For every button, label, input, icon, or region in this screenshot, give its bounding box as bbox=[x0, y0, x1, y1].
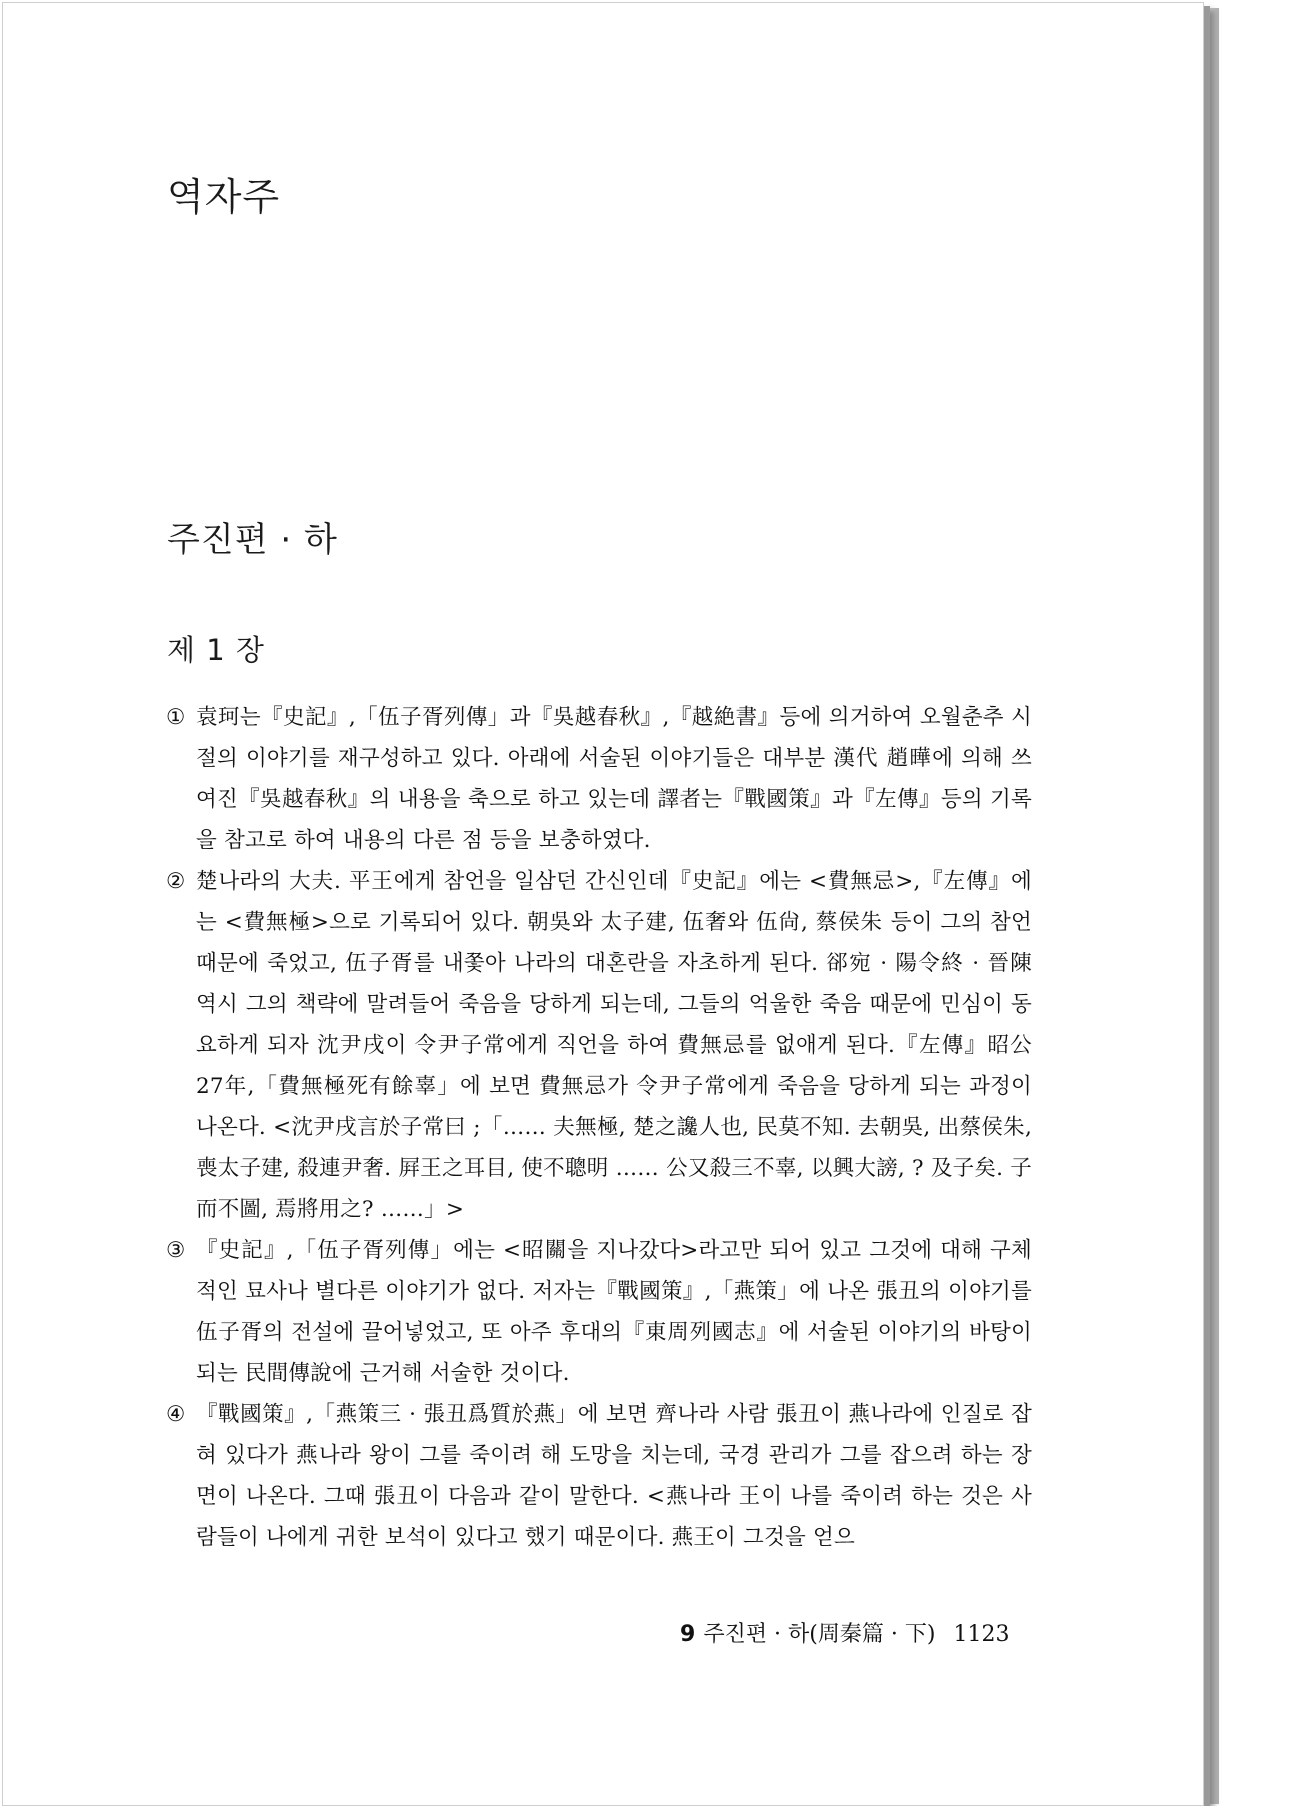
note-item bbox=[166, 1394, 1032, 1558]
note-text: 楚나라의 大夫. 平王에게 참언을 일삼던 간신인데『史記』에는 <費無忌>,『左傳』에는 <費無極>으로 기록되어 있다. 朝吳와 太子建, 伍奢와 伍尙, 蔡侯朱 등이 그의 참언 때문에 죽었고, 伍子胥를 내쫓아 나라의 대혼란을 자초하게 된다. 郤宛 · 陽令終 · 晉陳 역시 그의 책략에 말려들어 죽음을 당하게 되는데, 그들의 억울한 죽음 때문에 민심이 동요하게 되자 沈尹戌이 令尹子常에게 직언을 하여 費無忌를 없애게 된다.『左傳』昭公 27年,「費無極死有餘辜」에 보면 費無忌가 令尹子常에게 죽음을 당하게 되는 과정이 나온다. <沈尹戌言於子常曰 ;「…… 夫無極, 楚之讒人也, 民莫不知. 去朝吳, 出蔡侯朱, 喪太子建, 殺連尹奢. 屛王之耳目, 使不聰明 …… 公又殺三不辜, 以興大謗, ? 及子矣. 子而不圖, 焉將用之? ……」> bbox=[196, 869, 1032, 1222]
note-item bbox=[166, 1230, 1032, 1394]
notes-list bbox=[166, 697, 1032, 1558]
page-edge bbox=[1203, 8, 1219, 1804]
note-text: 『戰國策』,「燕策三 · 張丑爲質於燕」에 보면 齊나라 사람 張丑이 燕나라에 인질로 잡혀 있다가 燕나라 왕이 그를 죽이려 해 도망을 치는데, 국경 관리가 그를 잡으려 하는 장면이 나온다. 그때 張丑이 다음과 같이 말한다. <燕나라 王이 나를 죽이려 하는 것은 사람들이 나에게 귀한 보석이 있다고 했기 때문이다. 燕王이 그것을 얻으 bbox=[196, 1402, 1032, 1550]
note-item bbox=[166, 697, 1032, 861]
part-title: 주진편 · 하 bbox=[167, 520, 338, 560]
note-item bbox=[166, 861, 1032, 1230]
note-number: ④ bbox=[166, 1402, 186, 1427]
page-title: 역자주 bbox=[167, 175, 281, 219]
page-number: 1123 bbox=[953, 1622, 1010, 1647]
note-number: ① bbox=[166, 705, 186, 730]
footer-chapter-number: 9 bbox=[680, 1622, 696, 1647]
note-text: 『史記』,「伍子胥列傳」에는 <昭關을 지나갔다>라고만 되어 있고 그것에 대해 구체적인 묘사나 별다른 이야기가 없다. 저자는『戰國策』,「燕策」에 나온 張丑의 이야기를 伍子胥의 전설에 끌어넣었고, 또 아주 후대의『東周列國志』에 서술된 이야기의 바탕이 되는 民間傳說에 근거해 서술한 것이다. bbox=[196, 1238, 1032, 1386]
footer-chapter-title: 주진편 · 하(周秦篇 · 下) bbox=[703, 1622, 936, 1647]
note-text: 袁珂는『史記』,「伍子胥列傳」과『吳越春秋』,『越絶書』등에 의거하여 오월춘추 시절의 이야기를 재구성하고 있다. 아래에 서술된 이야기들은 대부분 漢代 趙曄에 의해 쓰여진『吳越春秋』의 내용을 축으로 하고 있는데 譯者는『戰國策』과『左傳』등의 기록을 참고로 하여 내용의 다른 점 등을 보충하였다. bbox=[196, 705, 1032, 853]
note-number: ③ bbox=[166, 1238, 186, 1263]
note-number: ② bbox=[166, 869, 186, 894]
chapter-title: 제 1 장 bbox=[167, 633, 265, 667]
page-footer bbox=[680, 1617, 1009, 1648]
